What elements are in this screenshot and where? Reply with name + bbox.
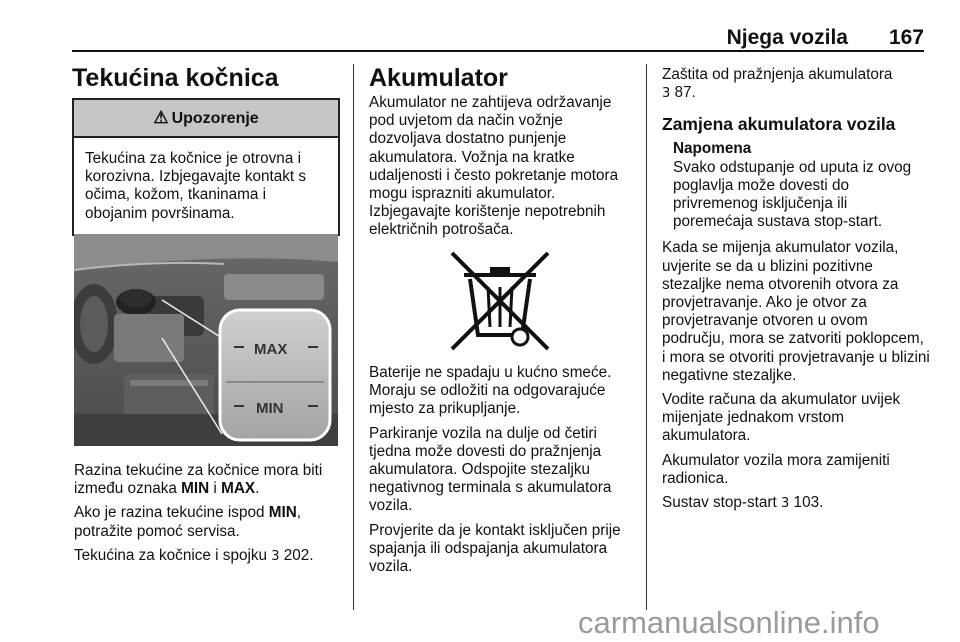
level-text-2: i [209,480,222,498]
column-battery [369,64,633,246]
column-divider-1 [353,64,354,610]
stop-start-reference[interactable] [662,494,930,513]
service-text-2: , potražite pomoć servisa. [74,504,302,540]
reference-arrow-icon: 3 [781,496,790,512]
note-block [673,140,930,231]
service-paragraph [74,504,342,540]
warning-text: Tekućina za kočnice je otrovna i korozivna. Izbjegavajte kontakt s očima, kožom, tkaninama i obojanim površinama. [85,150,307,222]
battery-paragraph-3: Baterije ne spadaju u kućno smeće. Moraju se odložiti na odgovarajuće mjesto za prikupljanje. [369,364,612,418]
max-label: MAX [221,480,256,498]
min-label: MIN [181,480,210,498]
warning-header [74,100,338,138]
column-divider-2 [646,64,647,610]
service-text-1: Ako je razina tekućine ispod [74,504,269,522]
battery-paragraph-4: Parkiranje vozila na dulje od četiri tjedna može dovesti do pražnjenja akumulatora. Odspojite stezaljku negativnog terminala s akumulatora vozila. [369,424,612,515]
brake-fluid-heading: Tekućina kočnica [72,64,279,92]
header-rule [72,50,924,52]
battery-heading: Akumulator [369,64,508,92]
discharge-reference[interactable] [662,66,930,103]
reference-arrow-icon: 3 [271,548,280,564]
note-text: Svako odstupanje od uputa iz ovog poglavlja može dovesti do privremenog isključenja ili poremećaja sustava stop-start. [673,158,912,231]
note-title: Napomena [673,140,752,158]
max-mark-label: MAX [254,341,288,358]
level-text-3: . [255,480,260,498]
replacement-heading: Zamjena akumulatora vozila [662,114,896,135]
discharge-text: Zaštita od pražnjenja akumulatora [662,66,893,83]
stop-start-text: Sustav stop-start [662,494,782,512]
column-replacement [662,66,930,519]
warning-icon: ⚠ [153,108,169,127]
min-mark-label: MIN [256,400,284,417]
battery-disposal-text [369,364,637,582]
header-section-title: Njega vozila [726,26,848,49]
fluid-reference[interactable] [74,547,342,566]
replacement-paragraph-1: Kada se mijenja akumulator vozila, uvjerite se da u blizini pozitivne stezaljke nema otvorenih otvora za provjetravanje. Ako je otvor za provjetravanje otvoren u ovom području, mora se zatvoriti poklopcem, i mora se otvoriti provjetravanje u blizini negativne stezaljke. [662,239,930,384]
page-number: 167 [888,26,924,49]
level-text-1: Razina tekućine za kočnice mora biti između oznaka [74,462,323,498]
column-brake-fluid [72,64,340,236]
replacement-paragraph-3: Akumulator vozila mora zamijeniti radionica. [662,451,890,487]
level-paragraph [74,462,342,498]
reference-page: 202. [279,546,314,564]
battery-paragraph-1: Akumulator ne zahtijeva održavanje pod uvjetom da način vožnje dozvoljava dostatno punjenje akumulatora. Vožnja na kratke udaljenosti i često pokretanje motora mogu isprazniti akumulator. [369,94,619,203]
crossed-out-bin-icon [446,247,554,355]
stop-start-page: 103. [789,494,824,512]
warning-title: Upozorenje [171,110,259,127]
reference-text: Tekućina za kočnice i spojku [74,546,272,564]
reference-arrow-icon: 3 [662,86,671,102]
discharge-page: 87. [670,84,696,102]
battery-paragraph-5: Provjerite da je kontakt isključen prije spajanja ili odspajanja akumulatora vozila. [369,521,621,576]
min-label-2: MIN [268,504,297,522]
replacement-paragraph-2: Vodite računa da akumulator uvijek mijenjate jednakom vrstom akumulatora. [662,391,901,445]
brake-fluid-text [74,462,342,572]
brake-fluid-reservoir-photo [74,234,338,446]
site-watermark: carmanualsonline.info [578,605,880,640]
battery-paragraph-2: Izbjegavajte korištenje nepotrebnih električnih potrošača. [369,203,606,239]
warning-box [72,98,340,236]
